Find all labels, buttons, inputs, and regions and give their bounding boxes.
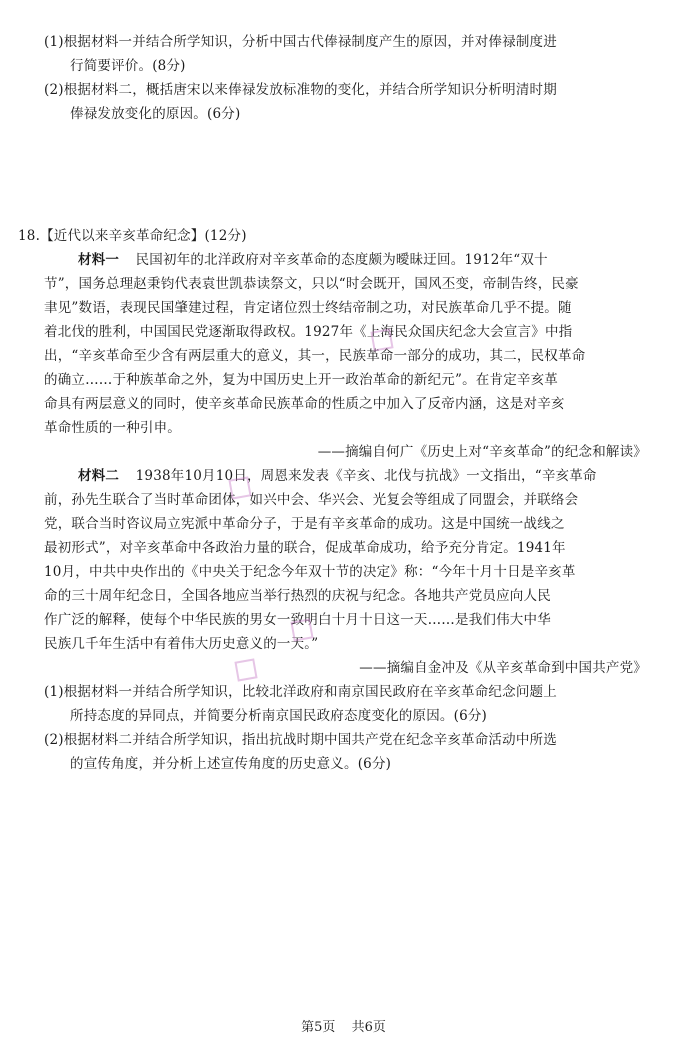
material1-line-3: 着北伐的胜利，中国国民党逐渐取得政权。1927年《上海民众国庆纪念大会宣言》中指 (44, 324, 573, 340)
watermark-logo-icon (290, 618, 313, 641)
q17-sub2-line2: 俸禄发放变化的原因。(6分) (70, 106, 241, 122)
q18-sub2-line1: (2)根据材料二并结合所学知识，指出抗战时期中国共产党在纪念辛亥革命活动中所选 (44, 732, 557, 748)
material1-line-4: 出，“辛亥革命至少含有两层重大的意义，其一，民族革命一部分的成功，其二，民权革命 (44, 348, 586, 364)
material2-label: 材料二 (78, 468, 120, 484)
material2-line-4: 10月，中共中央作出的《中央关于纪念今年双十节的决定》称：“今年十月十日是辛亥革 (44, 564, 576, 580)
material2-line-6: 作广泛的解释，使每个中华民族的男女一致明白十月十日这一天……是我们伟大中华 (44, 612, 551, 628)
material2-line-2: 党，联合当时咨议局立宪派中革命分子，于是有辛亥革命的成功。这是中国统一战线之 (44, 516, 565, 532)
material1-line-6: 命具有两层意义的同时，使辛亥革命民族革命的性质之中加入了反帝内涵，这是对辛亥 (44, 396, 565, 412)
material1-line-1: 节”，国务总理赵秉钧代表袁世凯恭读祭文，只以“时会既开，国风丕变，帝制告终，民豪 (44, 276, 579, 292)
q17-sub1-line2: 行简要评价。(8分) (70, 58, 186, 74)
watermark-logo-icon (234, 658, 257, 681)
page-footer (0, 1016, 687, 1035)
material2-first-line (78, 467, 597, 485)
q18-sub2-line2: 的宣传角度，并分析上述宣传角度的历史意义。(6分) (70, 756, 392, 772)
q17-sub2-line1: (2)根据材料二，概括唐宋以来俸禄发放标准物的变化，并结合所学知识分析明清时期 (44, 82, 557, 98)
material2-line-3: 最初形式”，对辛亥革命中各政治力量的联合，促成革命成功，给予充分肯定。1941年 (44, 540, 566, 556)
material1-line-7: 革命性质的一种引申。 (44, 420, 181, 436)
material1-source: ——摘编自何广《历史上对“辛亥革命”的纪念和解读》 (317, 444, 647, 460)
material1-line-0: 民国初年的北洋政府对辛亥革命的态度颇为曖昧迂回。1912年“双十 (135, 252, 548, 268)
page-total: 共6页 (351, 1020, 386, 1035)
material2-line-0: 1938年10月10日，周恩来发表《辛亥、北伐与抗战》一文指出，“辛亥革命 (135, 468, 597, 484)
material1-first-line (78, 251, 548, 269)
watermark-logo-icon (228, 476, 251, 499)
material2-line-5: 命的三十周年纪念日，全国各地应当举行热烈的庆祝与纪念。各地共产党员应向人民 (44, 588, 551, 604)
material2-source: ——摘编自金冲及《从辛亥革命到中国共产党》 (359, 660, 647, 676)
material1-line-2: 聿见”数语，表现民国肇建过程，肯定诸位烈士终结帝制之功，对民族革命几乎不提。随 (44, 300, 572, 316)
page-number: 第5页 (301, 1020, 336, 1035)
material2-line-1: 前，孙先生联合了当时革命团体，如兴中会、华兴会、光复会等组成了同盟会，并联络会 (44, 492, 579, 508)
q18-sub1-line2: 所持态度的异同点，并简要分析南京国民政府态度变化的原因。(6分) (70, 708, 488, 724)
q18-sub1-line1: (1)根据材料一并结合所学知识，比较北洋政府和南京国民政府在辛亥革命纪念问题上 (44, 684, 557, 700)
material2-line-7: 民族几千年生活中有着伟大历史意义的一天。” (44, 636, 319, 652)
watermark-logo-icon (370, 328, 393, 351)
q18-heading: 18.【近代以来辛亥革命纪念】(12分) (18, 228, 247, 244)
material1-label: 材料一 (78, 252, 120, 268)
q17-sub1-line1: (1)根据材料一并结合所学知识，分析中国古代俸禄制度产生的原因，并对俸禄制度进 (44, 34, 557, 50)
material1-line-5: 的确立……于种族革命之外，复为中国历史上开一政治革命的新纪元”。在肯定辛亥革 (44, 372, 559, 388)
